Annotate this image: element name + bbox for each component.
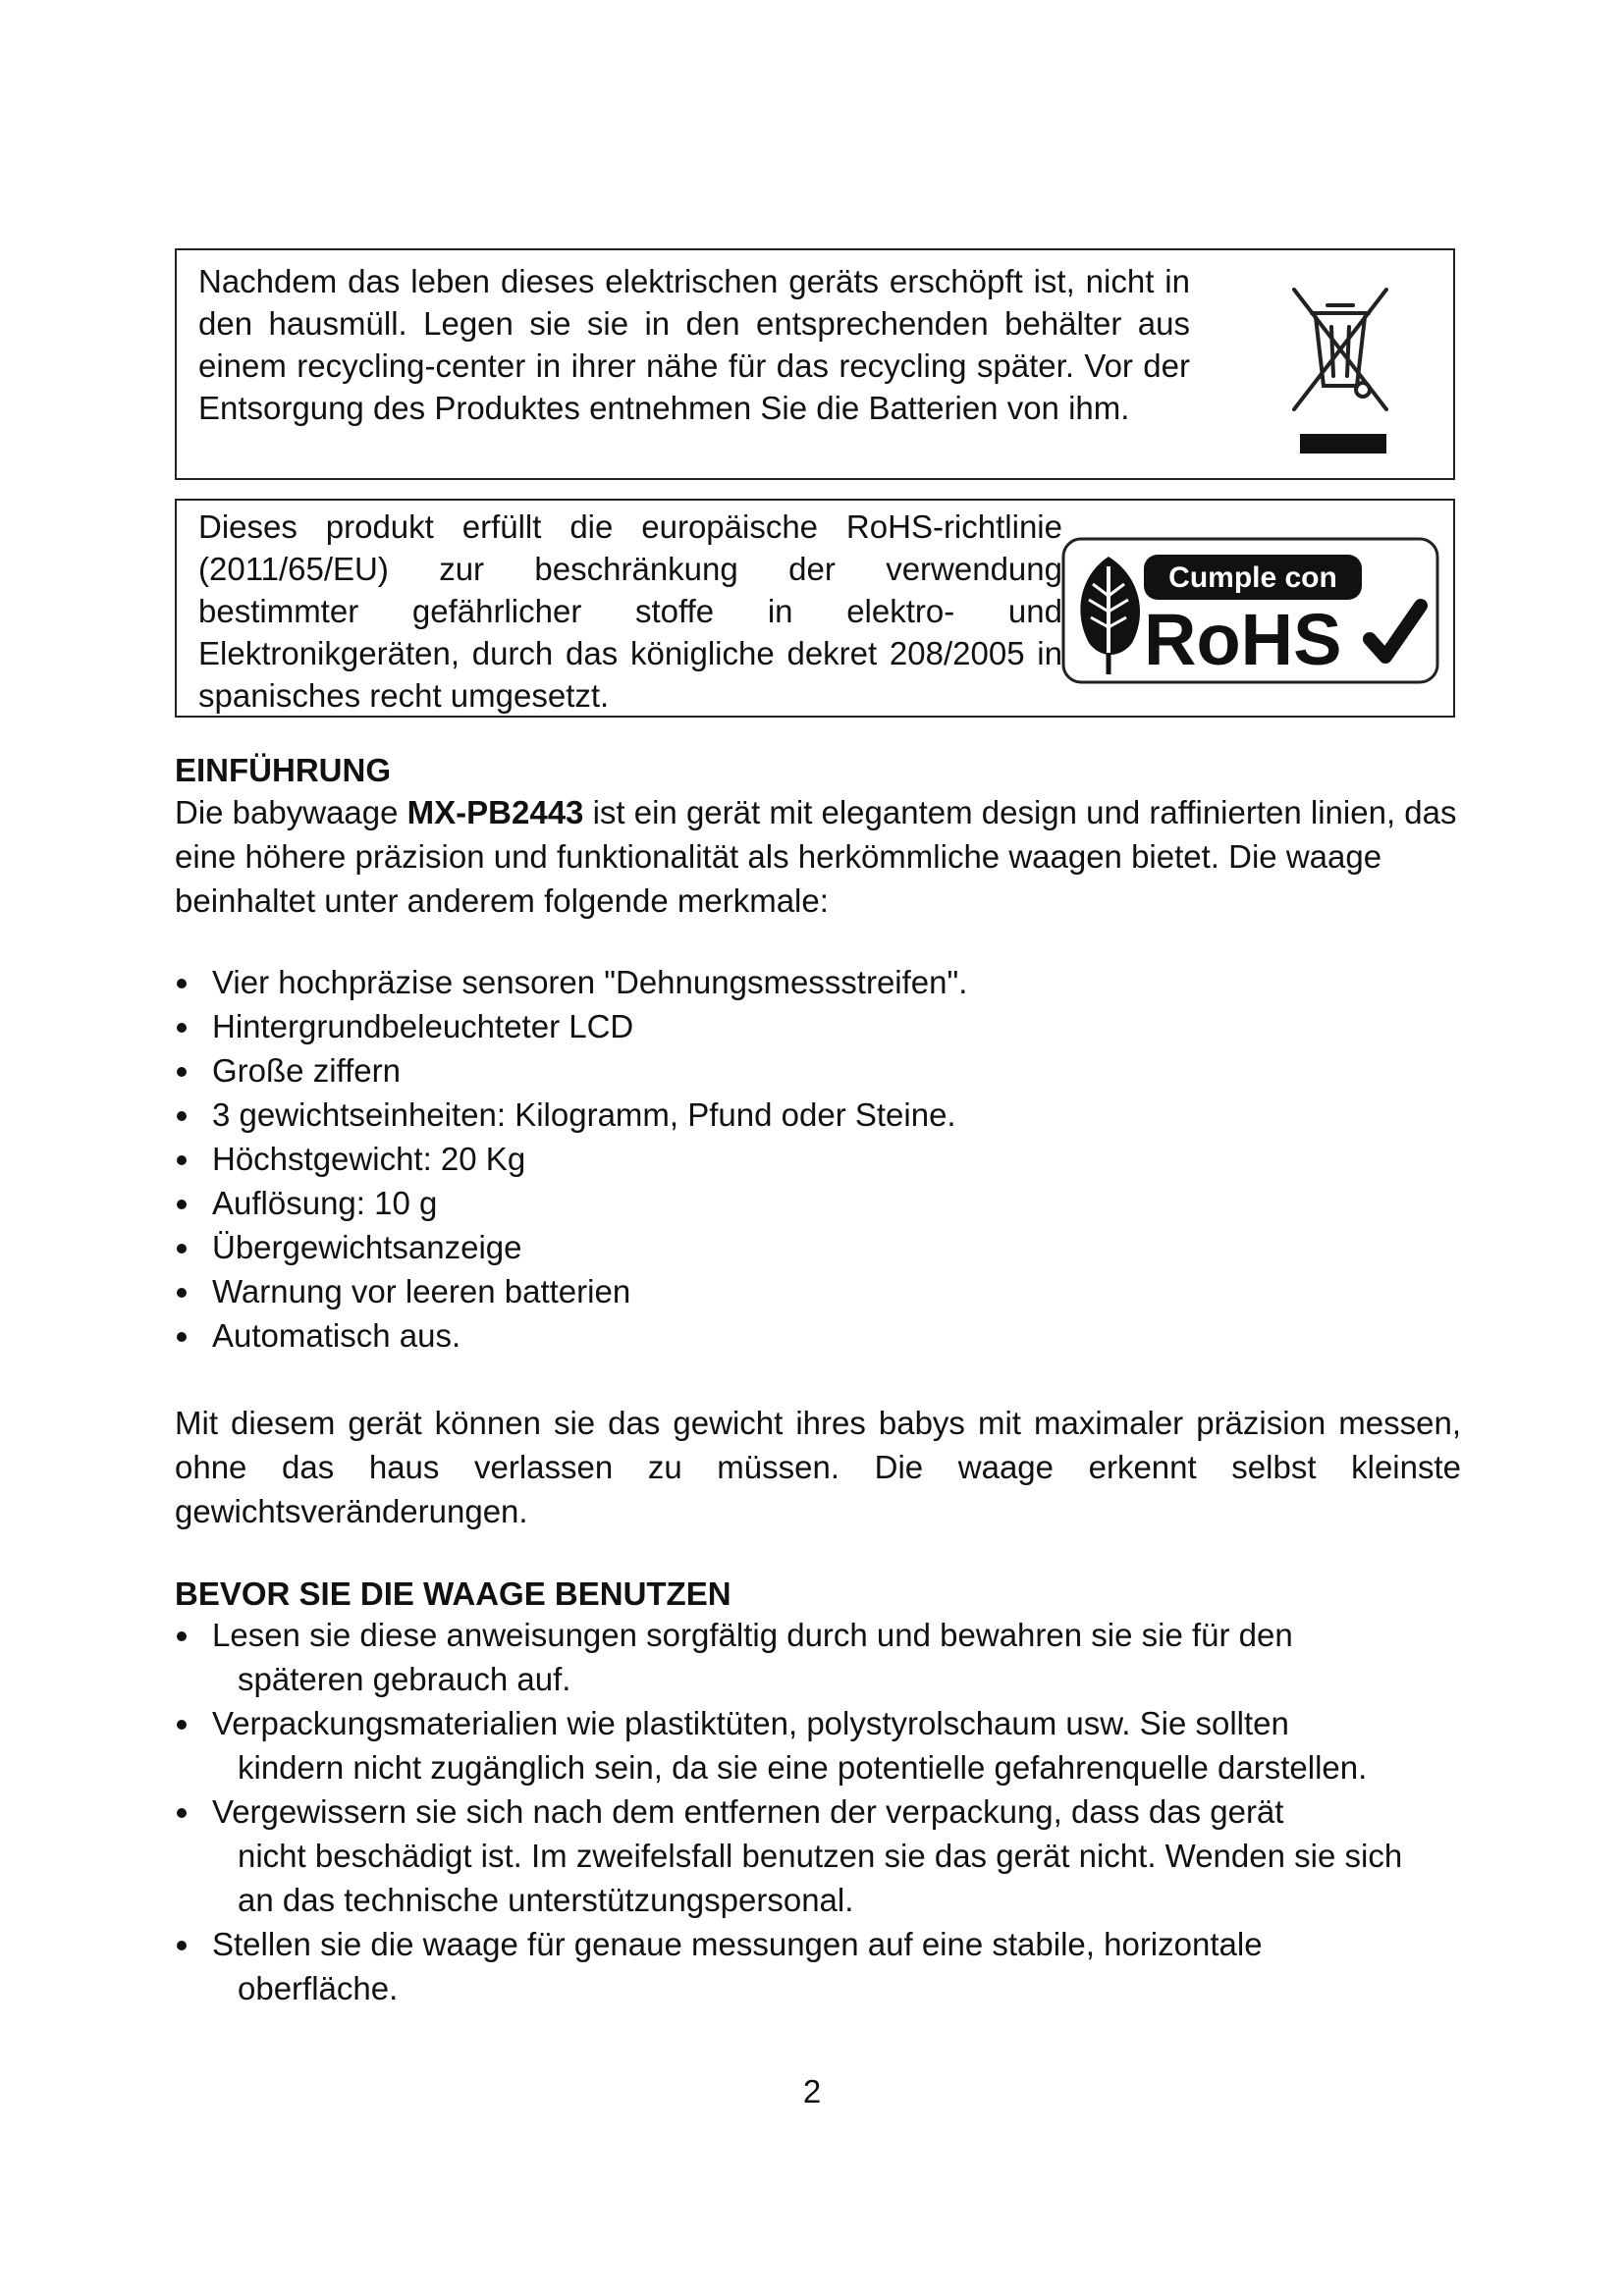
before-use-list [175,1613,1461,2010]
intro-paragraph: Die babywaage MX-PB2443 ist ein gerät mit elegantem design und raffinierten linien, das eine höhere präzision und funktionalität als herkömmliche waagen bietet. Die waage beinhaltet unter anderem folgende merkmale: [175,794,1457,919]
intro-heading: EINFÜHRUNG [175,752,391,788]
svg-text:RoHS: RoHS [1144,599,1342,680]
rohs-notice-text: Dieses produkt erfüllt die europäische RoHS-richtlinie (2011/65/EU) zur beschränkung der verwendung bestimmter gefährlicher stoffe in elektro- und Elektronikgeräten, durch das königliche dekret 208/2005 in spanisches recht umgesetzt. [198,508,1062,714]
list-item: Verpackungsmaterialien wie plastiktüten, polystyrolschaum usw. Sie sollten kindern nicht zugänglich sein, da sie eine potentielle gefahrenquelle darstellen. [175,1701,1461,1789]
list-item: Hintergrundbeleuchteter LCD [175,1004,1461,1048]
list-item: 3 gewichtseinheiten: Kilogramm, Pfund oder Steine. [175,1093,1461,1137]
page-number: 2 [802,2073,822,2109]
list-item: Höchstgewicht: 20 Kg [175,1137,1461,1181]
list-item: Automatisch aus. [175,1313,1461,1358]
crossed-out-bin-icon [1286,280,1394,456]
features-list [175,960,1461,1358]
model-number: MX-PB2443 [406,794,584,830]
list-item: Übergewichtsanzeige [175,1225,1461,1269]
list-item: Vergewissern sie sich nach dem entfernen der verpackung, dass das gerät nicht beschädigt ist. Im zweifelsfall benutzen sie das gerät nicht. Wenden sie sich an das technische unterstützungspersonal. [175,1789,1461,1922]
intro-closing-paragraph: Mit diesem gerät können sie das gewicht ihres babys mit maximaler präzision messen, ohne das haus verlassen zu müssen. Die waage erkennt selbst kleinste gewichtsveränderungen. [175,1405,1461,1529]
rohs-logo [1061,537,1439,684]
before-use-heading: BEVOR SIE DIE WAAGE BENUTZEN [175,1575,731,1612]
list-item: Warnung vor leeren batterien [175,1269,1461,1313]
list-item: Stellen sie die waage für genaue messungen auf eine stabile, horizontale oberfläche. [175,1922,1461,2010]
weee-notice-box [175,248,1455,480]
svg-text:Cumple con: Cumple con [1168,561,1337,594]
list-item: Vier hochpräzise sensoren "Dehnungsmessstreifen". [175,960,1461,1004]
list-item: Auflösung: 10 g [175,1181,1461,1225]
weee-notice-text: Nachdem das leben dieses elektrischen geräts erschöpft ist, nicht in den hausmüll. Legen sie sie in den entsprechenden behälter aus einem recycling-center in ihrer nähe für das recycling später. Vor der Entsorgung des Produktes entnehmen Sie die Batterien von ihm. [198,263,1190,426]
list-item: Große ziffern [175,1048,1461,1093]
list-item: Lesen sie diese anweisungen sorgfältig durch und bewahren sie sie für den späteren gebrauch auf. [175,1613,1461,1701]
rohs-notice-box [175,499,1455,718]
